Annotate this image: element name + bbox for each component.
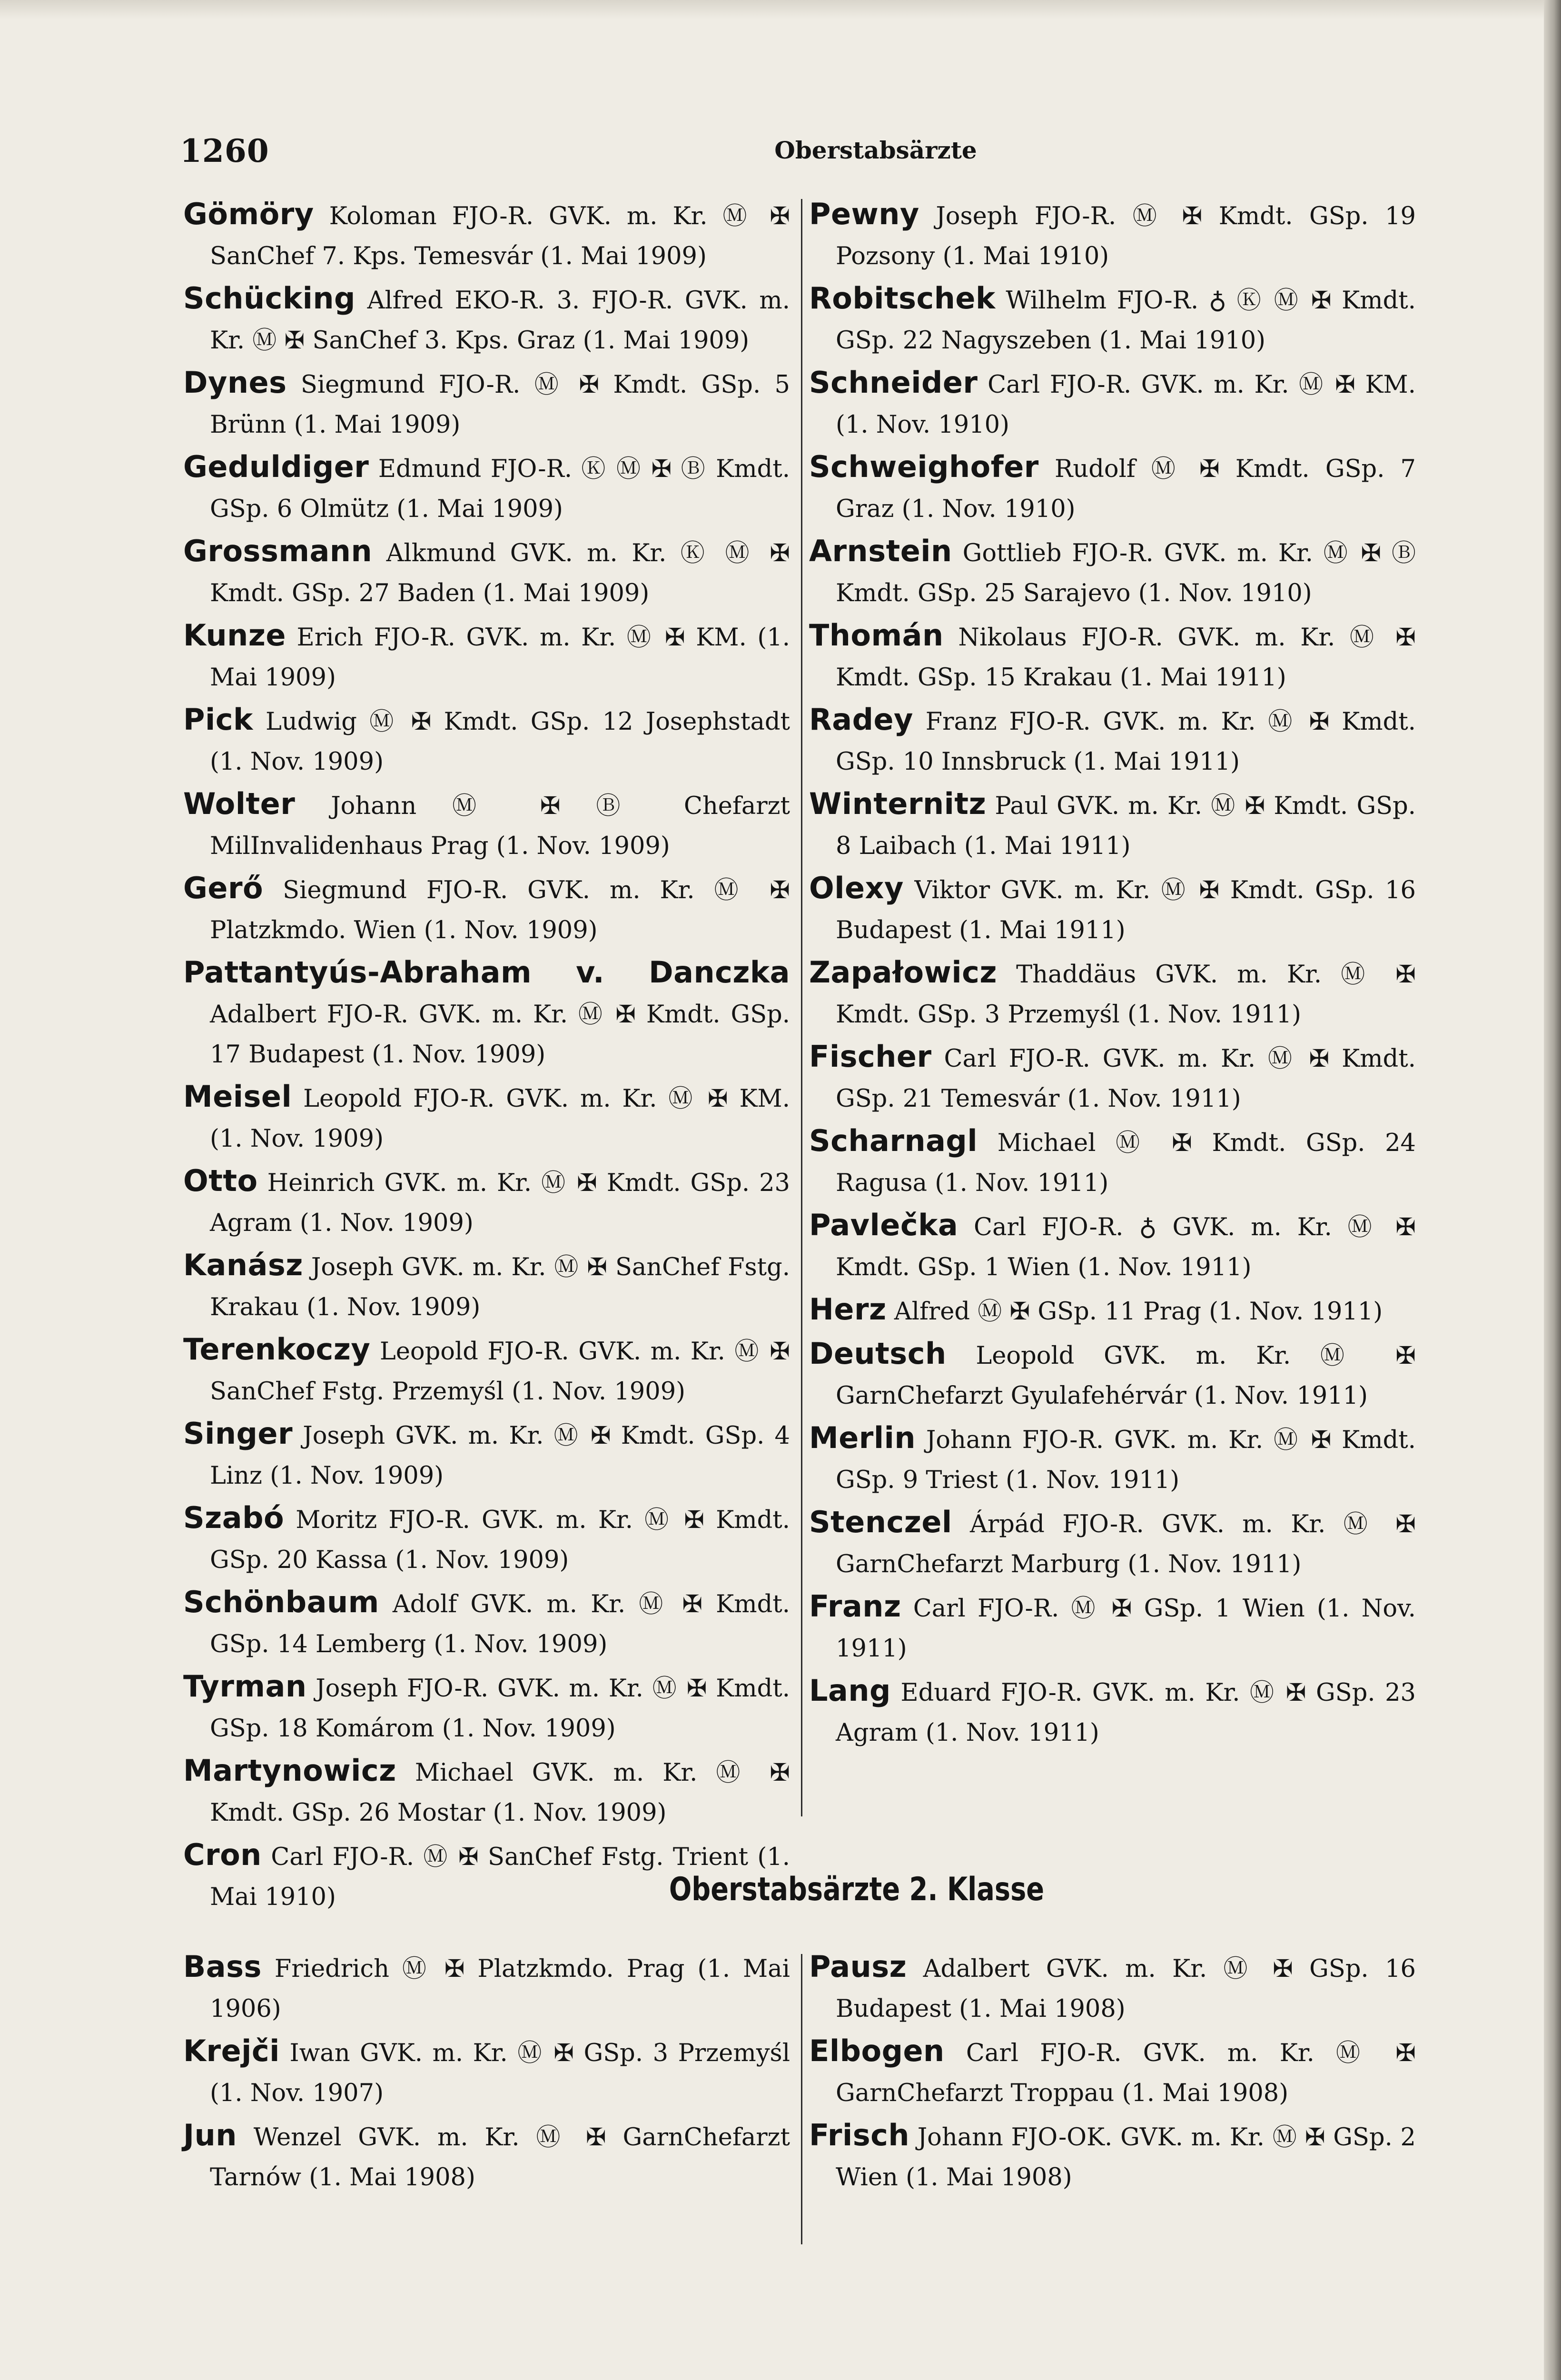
section1-right-column [809,194,1416,1755]
officer-entry [809,1289,1416,1332]
officer-entry [183,700,790,782]
officer-entry [809,1121,1416,1203]
officer-entry [809,2115,1416,2198]
officer-entry [183,1751,790,1833]
officer-details: Adalbert FJO-R. GVK. m. Kr. Ⓜ ✠ Kmdt. GSp. 17 Budapest (1. Nov. 1909) [210,1001,790,1069]
officer-name: Wolter [183,786,296,821]
officer-name: Olexy [809,871,904,905]
officer-name: Radey [809,702,913,737]
officer-name: Grossmann [183,534,373,568]
page-top-edge [0,0,1561,19]
officer-details: Moritz FJO-R. GVK. m. Kr. Ⓜ ✠ Kmdt. GSp. 20 Kassa (1. Nov. 1909) [210,1506,790,1574]
officer-name: Herz [809,1292,887,1327]
officer-details: Alfred EKO-R. 3. FJO-R. GVK. m. Kr. Ⓜ ✠ SanChef 3. Kps. Graz (1. Mai 1909) [210,287,790,355]
officer-name: Gömöry [183,197,314,231]
officer-entry [183,1245,790,1328]
officer-details: Michael Ⓜ ✠ Kmdt. GSp. 24 Ragusa (1. Nov. 1911) [836,1129,1416,1197]
officer-details: Koloman FJO-R. GVK. m. Kr. Ⓜ ✠ SanChef 7. Kps. Temesvár (1. Mai 1909) [210,202,790,270]
officer-details: Viktor GVK. m. Kr. Ⓜ ✠ Kmdt. GSp. 16 Budapest (1. Mai 1911) [836,876,1416,944]
officer-entry [183,1498,790,1580]
officer-entry [183,2115,790,2198]
officer-details: Joseph FJO-R. Ⓜ ✠ Kmdt. GSp. 19 Pozsony (1. Mai 1910) [836,202,1416,270]
officer-details: Carl FJO-R. Ⓜ ✠ GSp. 1 Wien (1. Nov. 1911) [836,1595,1416,1663]
officer-details: Joseph GVK. m. Kr. Ⓜ ✠ SanChef Fstg. Krakau (1. Nov. 1909) [210,1253,790,1321]
officer-entry [183,1414,790,1496]
officer-name: Pewny [809,197,919,231]
officer-name: Thomán [809,618,944,653]
officer-details: Johann FJO-R. GVK. m. Kr. Ⓜ ✠ Kmdt. GSp. 9 Triest (1. Nov. 1911) [836,1426,1416,1494]
section2-left-column [183,1947,790,2200]
officer-entry [183,868,790,951]
officer-entry [809,1502,1416,1585]
officer-name: Scharnagl [809,1123,978,1158]
officer-entry [183,194,790,277]
officer-details: Rudolf Ⓜ ✠ Kmdt. GSp. 7 Graz (1. Nov. 1910) [836,455,1416,523]
officer-entry [809,1205,1416,1288]
officer-details: Carl FJO-R. GVK. m. Kr. Ⓜ ✠ GarnChefarzt Troppau (1. Mai 1908) [836,2039,1416,2107]
officer-entry [809,363,1416,445]
officer-entry [183,1666,790,1749]
officer-entry [809,278,1416,361]
officer-entry [183,1077,790,1159]
officer-entry [809,531,1416,614]
officer-entry [809,615,1416,698]
officer-name: Pavlečka [809,1208,958,1242]
officer-details: Paul GVK. m. Kr. Ⓜ ✠ Kmdt. GSp. 8 Laibach (1. Mai 1911) [836,792,1416,860]
officer-details: Siegmund FJO-R. Ⓜ ✠ Kmdt. GSp. 5 Brünn (1. Mai 1909) [210,371,790,439]
officer-name: Schneider [809,365,978,400]
officer-entry [809,1947,1416,2029]
officer-name: Frisch [809,2118,910,2152]
officer-entry [183,2031,790,2113]
officer-name: Zapałowicz [809,955,997,990]
officer-entry [183,784,790,866]
officer-details: Johann Ⓜ ✠ Ⓑ Chefarzt MilInvalidenhaus Prag (1. Nov. 1909) [210,792,790,860]
officer-name: Elbogen [809,2033,945,2068]
officer-details: Siegmund FJO-R. GVK. m. Kr. Ⓜ ✠ Platzkmdo. Wien (1. Nov. 1909) [210,876,790,944]
officer-entry [809,447,1416,529]
officer-details: Thaddäus GVK. m. Kr. Ⓜ ✠ Kmdt. GSp. 3 Przemyśl (1. Nov. 1911) [836,961,1416,1029]
officer-name: Geduldiger [183,449,369,484]
officer-details: Carl FJO-R. GVK. m. Kr. Ⓜ ✠ KM. (1. Nov. 1910) [836,371,1416,439]
officer-name: Kunze [183,618,286,653]
officer-name: Jun [183,2118,237,2152]
officer-name: Szabó [183,1500,285,1535]
officer-name: Robitschek [809,281,996,316]
officer-entry [183,1947,790,2029]
officer-entry [183,447,790,529]
column-divider [801,1954,802,2244]
officer-details: Leopold FJO-R. GVK. m. Kr. Ⓜ ✠ KM. (1. Nov. 1909) [210,1085,790,1153]
officer-name: Dynes [183,365,287,400]
officer-name: Tyrman [183,1669,307,1704]
officer-entry [183,531,790,614]
officer-entry [183,1582,790,1665]
officer-details: Árpád FJO-R. GVK. m. Kr. Ⓜ ✠ GarnChefarzt Marburg (1. Nov. 1911) [836,1510,1416,1578]
page-number: 1260 [180,132,269,169]
officer-name: Pattantyús-Abraham v. Danczka [183,955,790,990]
officer-entry [809,2031,1416,2113]
running-title: Oberstabsärzte [774,136,977,164]
officer-entry [183,1329,790,1412]
officer-details: Alkmund GVK. m. Kr. Ⓚ Ⓜ ✠ Kmdt. GSp. 27 Baden (1. Mai 1909) [210,539,790,607]
officer-entry [809,194,1416,277]
officer-name: Schönbaum [183,1585,379,1619]
officer-details: Carl FJO-R. GVK. m. Kr. Ⓜ ✠ Kmdt. GSp. 21 Temesvár (1. Nov. 1911) [836,1045,1416,1113]
officer-name: Pausz [809,1949,907,1984]
officer-entry [183,615,790,698]
officer-entry [809,700,1416,782]
officer-details: Heinrich GVK. m. Kr. Ⓜ ✠ Kmdt. GSp. 23 Agram (1. Nov. 1909) [210,1169,790,1237]
officer-entry [809,1418,1416,1500]
officer-details: Joseph FJO-R. GVK. m. Kr. Ⓜ ✠ Kmdt. GSp. 18 Komárom (1. Nov. 1909) [210,1675,790,1743]
officer-entry [183,952,790,1075]
officer-details: Wenzel GVK. m. Kr. Ⓜ ✠ GarnChefarzt Tarnów (1. Mai 1908) [210,2123,790,2192]
officer-details: Friedrich Ⓜ ✠ Platzkmdo. Prag (1. Mai 1906) [210,1955,790,2023]
officer-entry [809,1334,1416,1416]
officer-details: Leopold FJO-R. GVK. m. Kr. Ⓜ ✠ SanChef Fstg. Przemyśl (1. Nov. 1909) [210,1338,790,1406]
officer-details: Ludwig Ⓜ ✠ Kmdt. GSp. 12 Josephstadt (1. Nov. 1909) [210,708,790,776]
officer-name: Singer [183,1416,293,1451]
column-divider [801,199,802,1816]
officer-entry [809,1037,1416,1119]
officer-entry [809,1587,1416,1669]
officer-details: Gottlieb FJO-R. GVK. m. Kr. Ⓜ ✠ Ⓑ Kmdt. GSp. 25 Sarajevo (1. Nov. 1910) [836,539,1416,607]
officer-details: Iwan GVK. m. Kr. Ⓜ ✠ GSp. 3 Przemyśl (1. Nov. 1907) [210,2039,790,2107]
officer-details: Edmund FJO-R. Ⓚ Ⓜ ✠ Ⓑ Kmdt. GSp. 6 Olmütz (1. Mai 1909) [210,455,790,523]
officer-entry [809,868,1416,951]
section2-right-column [809,1947,1416,2200]
officer-name: Meisel [183,1079,292,1114]
officer-name: Winternitz [809,786,987,821]
officer-details: Wilhelm FJO-R. ♁ Ⓚ Ⓜ ✠ Kmdt. GSp. 22 Nagyszeben (1. Mai 1910) [836,287,1416,355]
officer-details: Joseph GVK. m. Kr. Ⓜ ✠ Kmdt. GSp. 4 Linz (1. Nov. 1909) [210,1422,790,1490]
page-binding-edge [1544,0,1561,2380]
officer-details: Adalbert GVK. m. Kr. Ⓜ ✠ GSp. 16 Budapest (1. Mai 1908) [836,1955,1416,2023]
officer-name: Bass [183,1949,262,1984]
officer-name: Cron [183,1837,262,1872]
officer-name: Stenczel [809,1505,952,1539]
officer-entry [809,784,1416,866]
officer-name: Terenkoczy [183,1332,371,1367]
officer-entry [183,278,790,361]
officer-details: Erich FJO-R. GVK. m. Kr. Ⓜ ✠ KM. (1. Mai 1909) [210,624,790,692]
officer-details: Leopold GVK. m. Kr. Ⓜ ✠ GarnChefarzt Gyulafehérvár (1. Nov. 1911) [836,1342,1416,1410]
officer-name: Deutsch [809,1336,947,1371]
officer-details: Johann FJO-OK. GVK. m. Kr. Ⓜ ✠ GSp. 2 Wien (1. Mai 1908) [836,2123,1416,2192]
officer-name: Schweighofer [809,449,1039,484]
officer-details: Franz FJO-R. GVK. m. Kr. Ⓜ ✠ Kmdt. GSp. 10 Innsbruck (1. Mai 1911) [836,708,1416,776]
officer-entry [183,363,790,445]
officer-entry [809,952,1416,1035]
officer-details: Carl FJO-R. Ⓜ ✠ SanChef Fstg. Trient (1. Mai 1910) [210,1843,790,1911]
officer-details: Eduard FJO-R. GVK. m. Kr. Ⓜ ✠ GSp. 23 Agram (1. Nov. 1911) [836,1679,1416,1747]
officer-name: Martynowicz [183,1753,396,1788]
officer-details: Carl FJO-R. ♁ GVK. m. Kr. Ⓜ ✠ Kmdt. GSp. 1 Wien (1. Nov. 1911) [836,1213,1416,1281]
officer-details: Michael GVK. m. Kr. Ⓜ ✠ Kmdt. GSp. 26 Mostar (1. Nov. 1909) [210,1759,790,1827]
officer-details: Nikolaus FJO-R. GVK. m. Kr. Ⓜ ✠ Kmdt. GSp. 15 Krakau (1. Mai 1911) [836,624,1416,692]
officer-name: Kanász [183,1248,303,1282]
officer-entry [809,1671,1416,1753]
officer-name: Franz [809,1589,901,1624]
officer-entry [183,1161,790,1243]
officer-details: Adolf GVK. m. Kr. Ⓜ ✠ Kmdt. GSp. 14 Lemberg (1. Nov. 1909) [210,1590,790,1658]
officer-name: Pick [183,702,253,737]
officer-name: Merlin [809,1420,916,1455]
officer-name: Lang [809,1673,891,1708]
officer-name: Otto [183,1163,258,1198]
officer-details: Alfred Ⓜ ✠ GSp. 11 Prag (1. Nov. 1911) [894,1298,1383,1326]
officer-name: Gerő [183,871,264,905]
officer-name: Schücking [183,281,356,316]
section-title: Oberstabsärzte 2. Klasse [669,1871,1045,1908]
officer-name: Arnstein [809,534,952,568]
officer-name: Fischer [809,1039,932,1074]
section1-left-column [183,194,790,1919]
officer-name: Krejči [183,2033,280,2068]
